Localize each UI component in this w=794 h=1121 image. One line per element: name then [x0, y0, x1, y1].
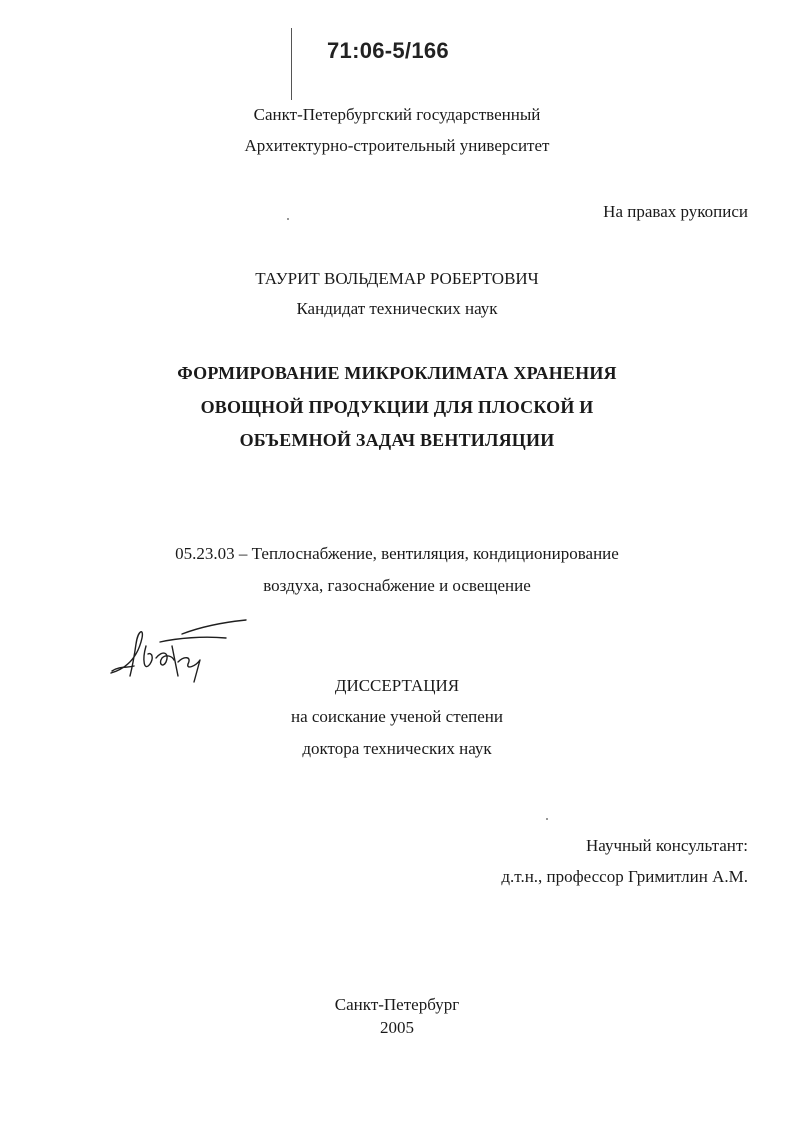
- consultant-name: д.т.н., профессор Гримитлин А.М.: [501, 867, 748, 886]
- manuscript-note: На правах рукописи: [603, 202, 748, 221]
- title-line-3: ОБЪЕМНОЙ ЗАДАЧ ВЕНТИЛЯЦИИ: [239, 430, 555, 450]
- scan-speck: [546, 818, 548, 820]
- dissertation-line-3: доктора технических наук: [302, 739, 492, 758]
- author-degree: Кандидат технических наук: [296, 299, 498, 318]
- institution-line-2: Архитектурно-строительный университет: [244, 136, 550, 155]
- institution-line-1: Санкт-Петербургский государственный: [253, 105, 541, 124]
- consultant-label: Научный консультант:: [586, 836, 748, 855]
- author-name: ТАУРИТ ВОЛЬДЕМАР РОБЕРТОВИЧ: [255, 269, 539, 288]
- dissertation-line-2: на соискание ученой степени: [290, 707, 504, 726]
- specialty-line-2: воздуха, газоснабжение и освещение: [263, 576, 531, 595]
- scan-margin-line: [291, 28, 292, 100]
- year: 2005: [380, 1018, 414, 1037]
- dissertation-label: ДИССЕРТАЦИЯ: [334, 676, 460, 695]
- title-line-1: ФОРМИРОВАНИЕ МИКРОКЛИМАТА ХРАНЕНИЯ: [177, 363, 617, 383]
- title-line-2: ОВОЩНОЙ ПРОДУКЦИИ ДЛЯ ПЛОСКОЙ И: [200, 397, 594, 417]
- specialty-line-1: 05.23.03 – Теплоснабжение, вентиляция, кондиционирование: [175, 544, 619, 563]
- catalog-code: 71:06-5/166: [327, 38, 449, 63]
- city: Санкт-Петербург: [334, 995, 460, 1014]
- scan-speck: [287, 218, 289, 220]
